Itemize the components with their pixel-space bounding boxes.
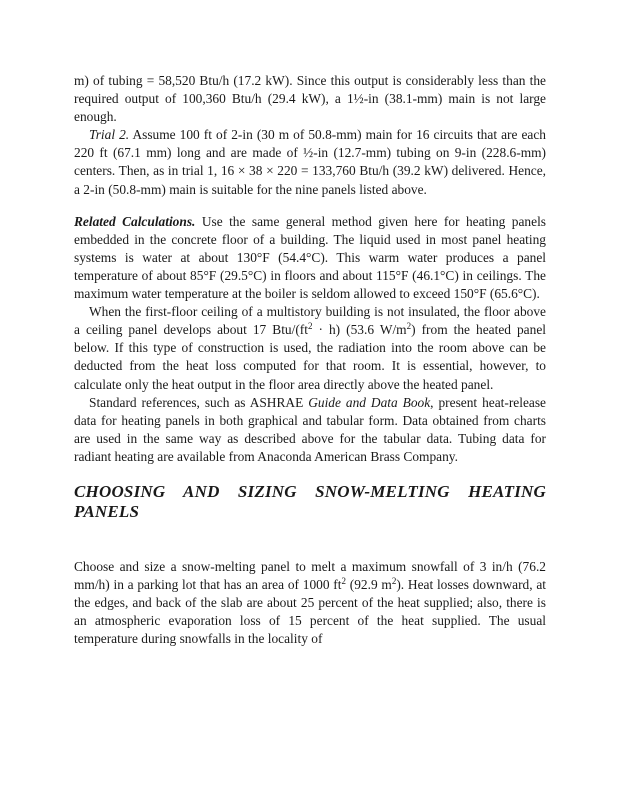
paragraph-text: , present heat-release data for heating panels in both graphical and tabular form. Data obtained from charts are used in the same way as described above for the tabular data. Tubing data for radiant heating are available from Anaconda American Brass Company. <box>74 394 547 464</box>
section-heading: CHOOSING AND SIZING SNOW-MELTING HEATING PANELS <box>74 481 546 521</box>
paragraph-text: ). Heat losses downward, at the edges, and back of the slab are about 25 percent of the heat supplied; also, there is an atmospheric evaporation loss of 15 percent of the heat supplied. The usual temperature during snowfalls in the locality of <box>74 577 546 647</box>
paragraph-text: (92.9 m <box>345 577 392 593</box>
paragraph-related-calculations <box>74 213 546 303</box>
superscript: 2 <box>406 321 412 332</box>
paragraph-text: Assume 100 ft of 2-in (30 m of 50.8-mm) main for 16 circuits that are each 220 ft (67.1 mm) long and are made of ½-in (12.7-mm) tubing on 9-in (228.6-mm) centers. Then, as in trial 1, 16 × 38 × 220 = 133,760 Btu/h (39.2 kW) delivered. Hence, a 2-in (50.8-mm) main is suitable for the nine panels listed above. <box>74 127 546 197</box>
trial-2-label: Trial 2. <box>89 127 130 143</box>
paragraph-text: ) from the heated panel below. If this type of construction is used, the radiation into the room above can be deducted from the heat loss computed for that room. It is essential, however, to calculate only the heat output in the floor area directly above the heated panel. <box>74 322 546 392</box>
paragraph-text: Standard references, such as ASHRAE <box>89 394 309 410</box>
book-title: Guide and Data Book <box>308 394 431 410</box>
superscript: 2 <box>341 576 346 587</box>
paragraph-trial-1-conclusion <box>74 72 546 126</box>
paragraph-text: When the first-floor ceiling of a multistory building is not insulated, the floor above a ceiling panel develops about 17 Btu/(ft <box>74 304 546 338</box>
paragraph-standard-references <box>74 394 546 466</box>
paragraph-text: m) of tubing = 58,520 Btu/h (17.2 kW). Since this output is considerably less than the required output of 100,360 Btu/h (29.4 kW), a 1½-in (38.1-mm) main is not large enough. <box>74 73 546 125</box>
paragraph-ceiling-panel <box>74 303 546 393</box>
paragraph-text: Use the same general method given here for heating panels embedded in the concrete floor of a building. The liquid used in most panel heating systems is water at about 130°F (54.4°C). This warm water produces a panel temperature of about 85°F (29.5°C) in floors and about 115°F (46.1°C) in ceilings. The maximum water temperature at the boiler is seldom allowed to exceed 150°F (65.6°C). <box>74 213 546 302</box>
paragraph-snow-melting-problem <box>74 558 546 648</box>
superscript: 2 <box>307 321 313 332</box>
related-calculations-label: Related Calculations. <box>74 213 196 229</box>
superscript: 2 <box>391 576 397 587</box>
document-page <box>74 72 546 648</box>
paragraph-text: Choose and size a snow-melting panel to melt a maximum snowfall of 3 in/h (76.2 mm/h) in a parking lot that has an area of 1000 ft <box>74 558 546 593</box>
paragraph-trial-2 <box>74 126 546 198</box>
paragraph-text: · h) (53.6 W/m <box>312 322 407 338</box>
